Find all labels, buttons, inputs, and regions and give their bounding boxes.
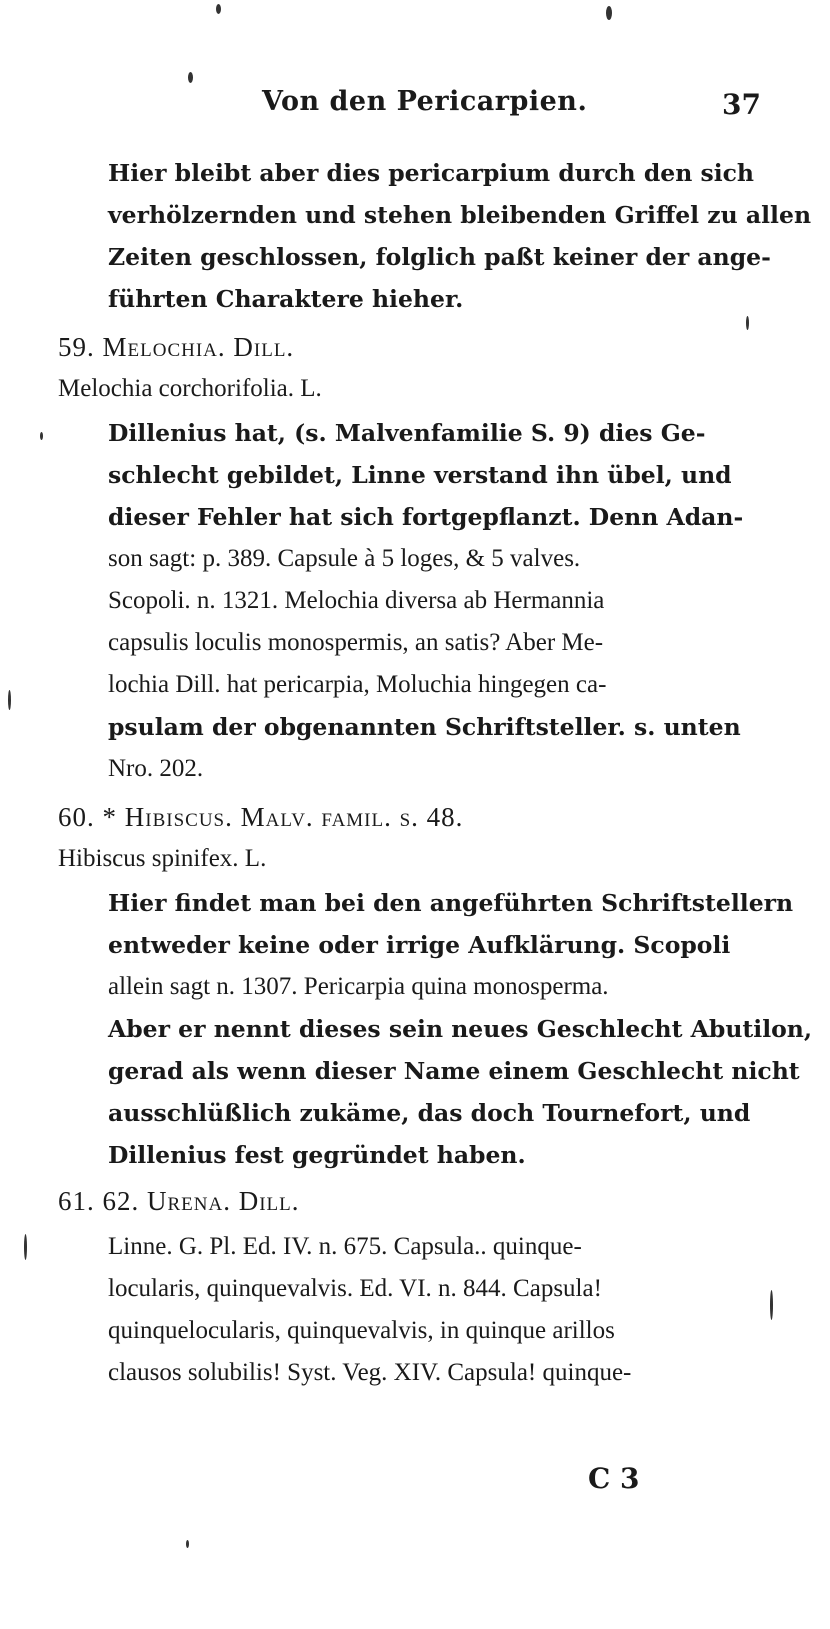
scan-speck bbox=[186, 1540, 189, 1548]
text-line: verhölzernden und stehen bleibenden Griffel zu allen bbox=[108, 201, 812, 229]
text-line: Hier findet man bei den angeführten Schriftstellern bbox=[108, 889, 794, 917]
text-line: quinquelocularis, quinquevalvis, in quinque arillos bbox=[108, 1317, 615, 1344]
text-line: capsulis loculis monospermis, an satis? Aber Me- bbox=[108, 629, 604, 656]
text-line: Dillenius fest gegründet haben. bbox=[108, 1141, 526, 1169]
species-line: Hibiscus spinifex. L. bbox=[58, 845, 267, 872]
scan-speck bbox=[606, 6, 612, 20]
text-line: gerad als wenn dieser Name einem Geschlecht nicht bbox=[108, 1057, 800, 1085]
text-line: Nro. 202. bbox=[108, 755, 204, 782]
text-line: psulam der obgenannten Schriftsteller. s. unten bbox=[108, 713, 741, 741]
text-line: Aber er nennt dieses sein neues Geschlecht Abutilon, bbox=[108, 1015, 813, 1043]
text-line: schlecht gebildet, Linne verstand ihn übel, und bbox=[108, 461, 732, 489]
text-line: lochia Dill. hat pericarpia, Moluchia hingegen ca- bbox=[108, 671, 607, 698]
scan-speck bbox=[188, 72, 193, 83]
text-line: Scopoli. n. 1321. Melochia diversa ab Hermannia bbox=[108, 587, 605, 614]
scan-speck bbox=[746, 316, 749, 330]
text-line: Hier bleibt aber dies pericarpium durch den sich bbox=[108, 159, 755, 187]
section-heading-melochia: 59. Melochia. Dill. bbox=[58, 332, 295, 362]
scan-speck bbox=[40, 432, 43, 440]
text-line: allein sagt n. 1307. Pericarpia quina monosperma. bbox=[108, 973, 609, 1000]
page-header bbox=[0, 86, 830, 126]
section-heading-hibiscus: 60. * Hibiscus. Malv. famil. s. 48. bbox=[58, 802, 464, 832]
scan-speck bbox=[216, 4, 221, 14]
text-line: führten Charaktere hieher. bbox=[108, 285, 464, 313]
page-number: 37 bbox=[722, 88, 761, 121]
text-line: dieser Fehler hat sich fortgepflanzt. Denn Adan- bbox=[108, 503, 744, 531]
species-line: Melochia corchorifolia. L. bbox=[58, 375, 322, 402]
text-line: son sagt: p. 389. Capsule à 5 loges, & 5 valves. bbox=[108, 545, 581, 572]
running-title: Von den Pericarpien. bbox=[262, 86, 588, 117]
text-line: ausschlüßlich zukäme, das doch Tournefort, und bbox=[108, 1099, 751, 1127]
text-line: locularis, quinquevalvis. Ed. VI. n. 844. Capsula! bbox=[108, 1275, 602, 1302]
text-line: clausos solubilis! Syst. Veg. XIV. Capsula! quinque- bbox=[108, 1359, 632, 1386]
scan-speck bbox=[770, 1290, 773, 1320]
signature-mark: C 3 bbox=[588, 1462, 640, 1495]
text-line: Zeiten geschlossen, folglich paßt keiner der ange- bbox=[108, 243, 771, 271]
section-heading-urena: 61. 62. Urena. Dill. bbox=[58, 1186, 300, 1216]
scan-speck bbox=[24, 1234, 27, 1260]
text-line: Dillenius hat, (s. Malvenfamilie S. 9) dies Ge- bbox=[108, 419, 706, 447]
text-line: Linne. G. Pl. Ed. IV. n. 675. Capsula.. quinque- bbox=[108, 1233, 582, 1260]
text-line: entweder keine oder irrige Aufklärung. Scopoli bbox=[108, 931, 731, 959]
scan-speck bbox=[8, 690, 11, 710]
